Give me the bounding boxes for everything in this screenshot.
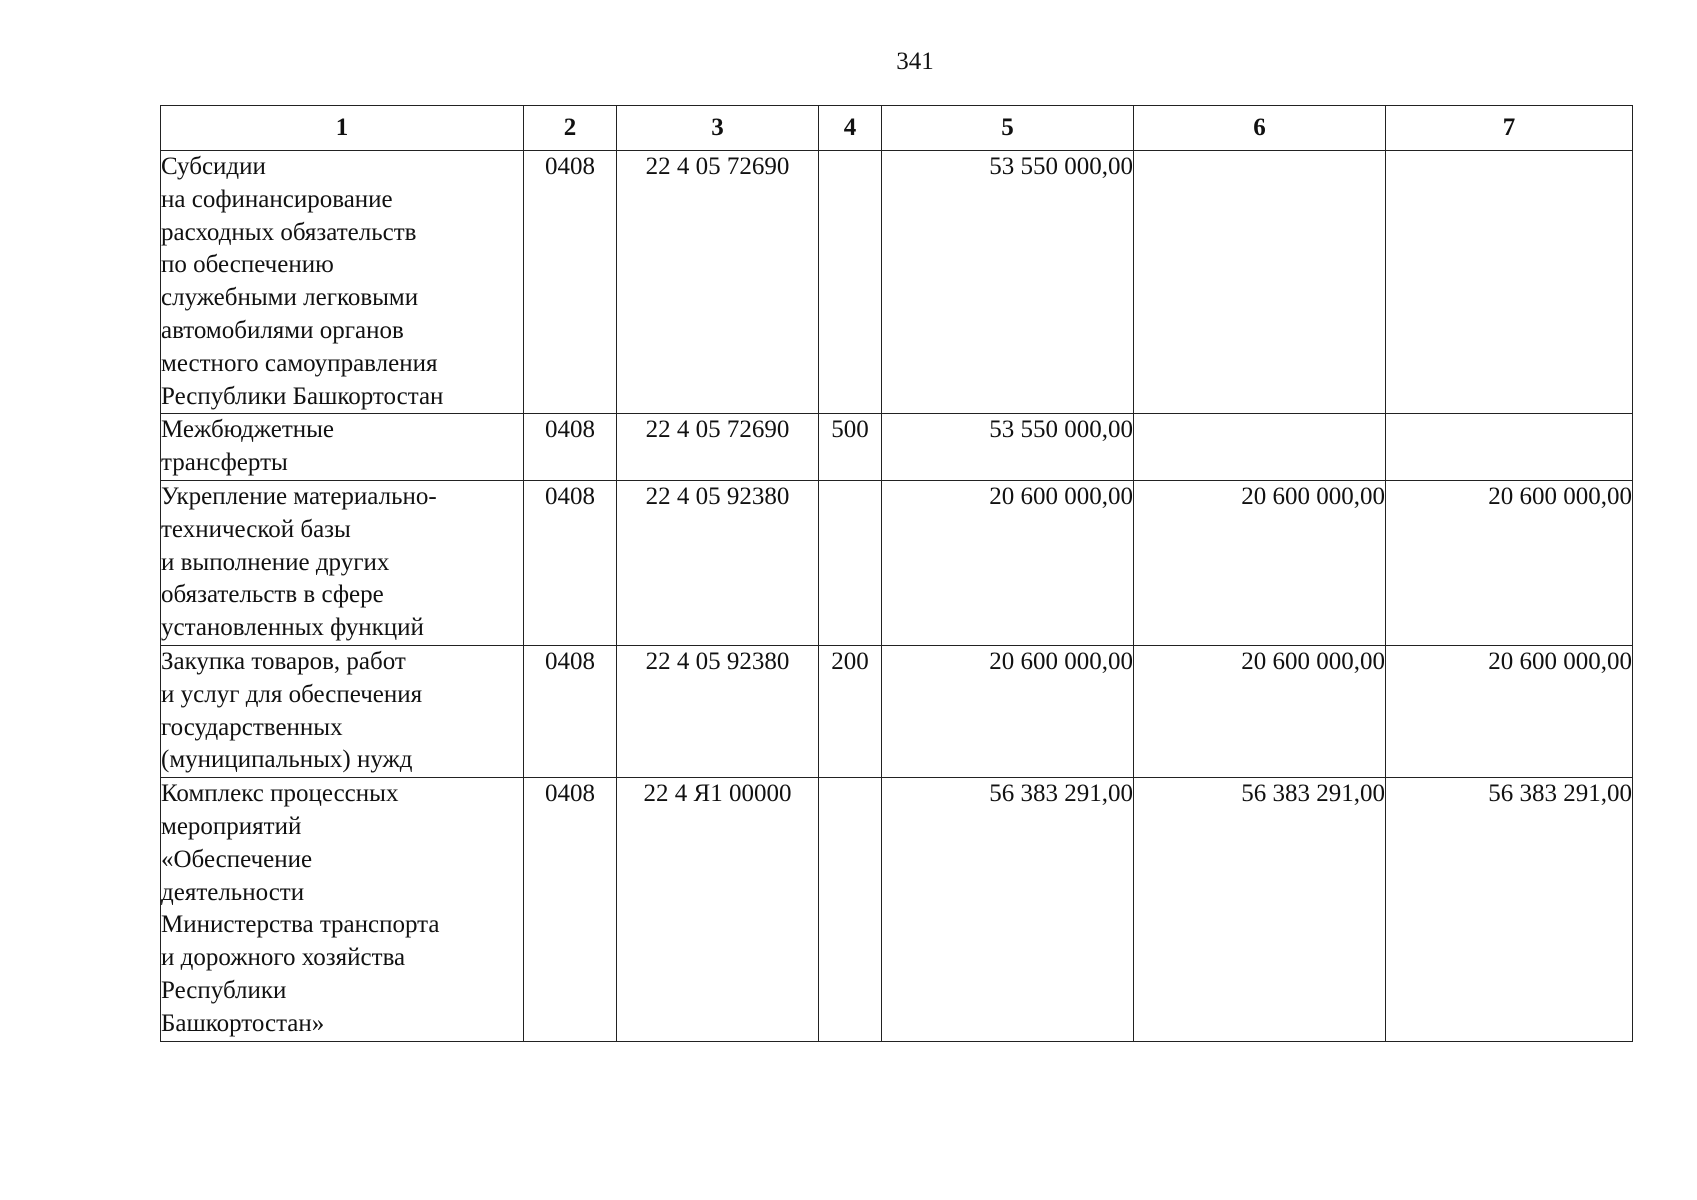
column-header: 2 [524,106,617,151]
row-name: Субсидии на софинансирование расходных обязательств по обеспечению служебными легковыми автомобилями органов местного самоуправления Республики Башкортостан [161,151,524,414]
column-header: 5 [882,106,1134,151]
amount-col7: 56 383 291,00 [1386,778,1633,1041]
row-name: Укрепление материально- технической базы и выполнение других обязательств в сфере установленных функций [161,480,524,645]
target-code: 22 4 05 72690 [617,151,819,414]
column-header: 3 [617,106,819,151]
amount-col7 [1386,151,1633,414]
amount-col6: 56 383 291,00 [1134,778,1386,1041]
amount-col7: 20 600 000,00 [1386,645,1633,777]
table-row [161,151,1633,414]
section-code: 0408 [524,645,617,777]
amount-col6: 20 600 000,00 [1134,480,1386,645]
row-name: Закупка товаров, работ и услуг для обеспечения государственных (муниципальных) нужд [161,645,524,777]
amount-col5: 20 600 000,00 [882,645,1134,777]
column-header: 7 [1386,106,1633,151]
table-row [161,645,1633,777]
amount-col7 [1386,414,1633,481]
expense-kind [819,480,882,645]
section-code: 0408 [524,480,617,645]
amount-col5: 53 550 000,00 [882,414,1134,481]
amount-col5: 20 600 000,00 [882,480,1134,645]
column-header: 1 [161,106,524,151]
expense-kind [819,151,882,414]
section-code: 0408 [524,778,617,1041]
amount-col5: 56 383 291,00 [882,778,1134,1041]
target-code: 22 4 05 92380 [617,480,819,645]
section-code: 0408 [524,414,617,481]
table-header-row [161,106,1633,151]
column-header: 4 [819,106,882,151]
amount-col6 [1134,414,1386,481]
expense-kind: 200 [819,645,882,777]
table-row [161,778,1633,1041]
budget-table [160,105,1633,1042]
expense-kind [819,778,882,1041]
expense-kind: 500 [819,414,882,481]
row-name: Комплекс процессных мероприятий «Обеспечение деятельности Министерства транспорта и дорожного хозяйства Республики Башкортостан» [161,778,524,1041]
amount-col7: 20 600 000,00 [1386,480,1633,645]
target-code: 22 4 05 72690 [617,414,819,481]
amount-col6: 20 600 000,00 [1134,645,1386,777]
table-row [161,480,1633,645]
column-header: 6 [1134,106,1386,151]
amount-col5: 53 550 000,00 [882,151,1134,414]
table-row [161,414,1633,481]
amount-col6 [1134,151,1386,414]
target-code: 22 4 Я1 00000 [617,778,819,1041]
page-number: 341 [896,48,934,75]
section-code: 0408 [524,151,617,414]
row-name: Межбюджетные трансферты [161,414,524,481]
target-code: 22 4 05 92380 [617,645,819,777]
